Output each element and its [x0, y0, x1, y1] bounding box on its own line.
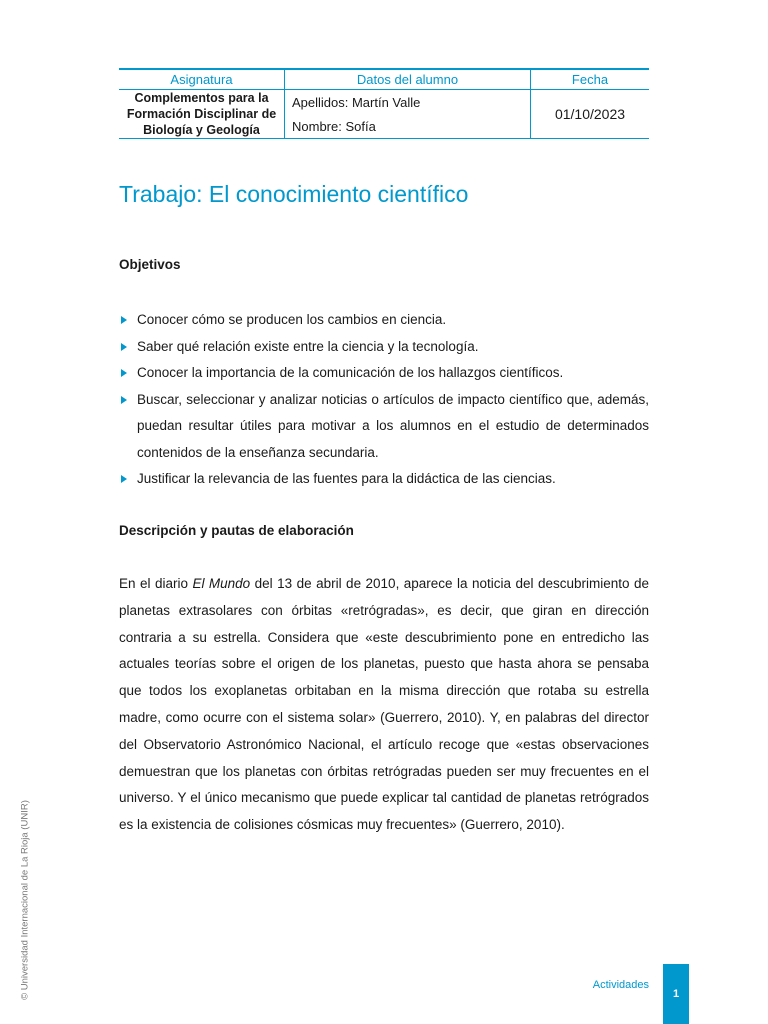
list-item: Buscar, seleccionar y analizar noticias o artículos de impacto científico que, además, puedan resultar útiles para motivar a los alumnos en el estudio de determinados contenidos de la enseñanza secundaria.	[119, 387, 649, 467]
copyright-notice: © Universidad Internacional de La Rioja (UNIR)	[19, 800, 31, 1000]
header-table	[119, 68, 649, 139]
header-col-subject: Asignatura	[119, 69, 285, 90]
bullet-icon	[121, 369, 127, 377]
bullet-icon	[121, 475, 127, 483]
list-item: Saber qué relación existe entre la ciencia y la tecnología.	[119, 334, 649, 361]
header-col-date: Fecha	[531, 69, 650, 90]
description-heading: Descripción y pautas de elaboración	[119, 523, 354, 538]
bullet-icon	[121, 316, 127, 324]
objectives-list	[119, 307, 649, 493]
list-item: Conocer la importancia de la comunicación de los hallazgos científicos.	[119, 360, 649, 387]
header-col-student: Datos del alumno	[285, 69, 531, 90]
page-number: 1	[663, 964, 689, 1024]
list-item: Conocer cómo se producen los cambios en ciencia.	[119, 307, 649, 334]
bullet-icon	[121, 343, 127, 351]
footer-section-label: Actividades	[592, 979, 649, 991]
student-surname: Apellidos: Martín Valle	[285, 90, 531, 115]
submission-date: 01/10/2023	[531, 90, 650, 139]
body-paragraph: En el diario El Mundo del 13 de abril de 2010, aparece la noticia del descubrimiento de planetas extrasolares con órbitas «retrógradas», es decir, que giran en dirección contraria a su estrella. Considera que «este descubrimiento pone en entredicho las actuales teorías sobre el origen de los planetas, puesto que hasta ahora se pensaba que todos los exoplanetas orbitaban en la misma dirección que rotaba su estrella madre, como ocurre con el sistema solar» (Guerrero, 2010). Y, en palabras del director del Observatorio Astronómico Nacional, el artículo recoge que «estas observaciones demuestran que los planetas con órbitas retrógradas pueden ser muy frecuentes en el universo. Y el único mecanismo que puede explicar tal cantidad de planetas retrógrados es la existencia de colisiones cósmicas muy frecuentes» (Guerrero, 2010).	[119, 576, 649, 833]
student-name: Nombre: Sofía	[285, 114, 531, 139]
objectives-heading: Objetivos	[119, 257, 181, 272]
list-item: Justificar la relevancia de las fuentes para la didáctica de las ciencias.	[119, 466, 649, 493]
subject-name: Complementos para la Formación Disciplinar de Biología y Geología	[119, 90, 285, 139]
bullet-icon	[121, 396, 127, 404]
newspaper-name: El Mundo	[192, 576, 251, 591]
page-title: Trabajo: El conocimiento científico	[119, 181, 469, 207]
